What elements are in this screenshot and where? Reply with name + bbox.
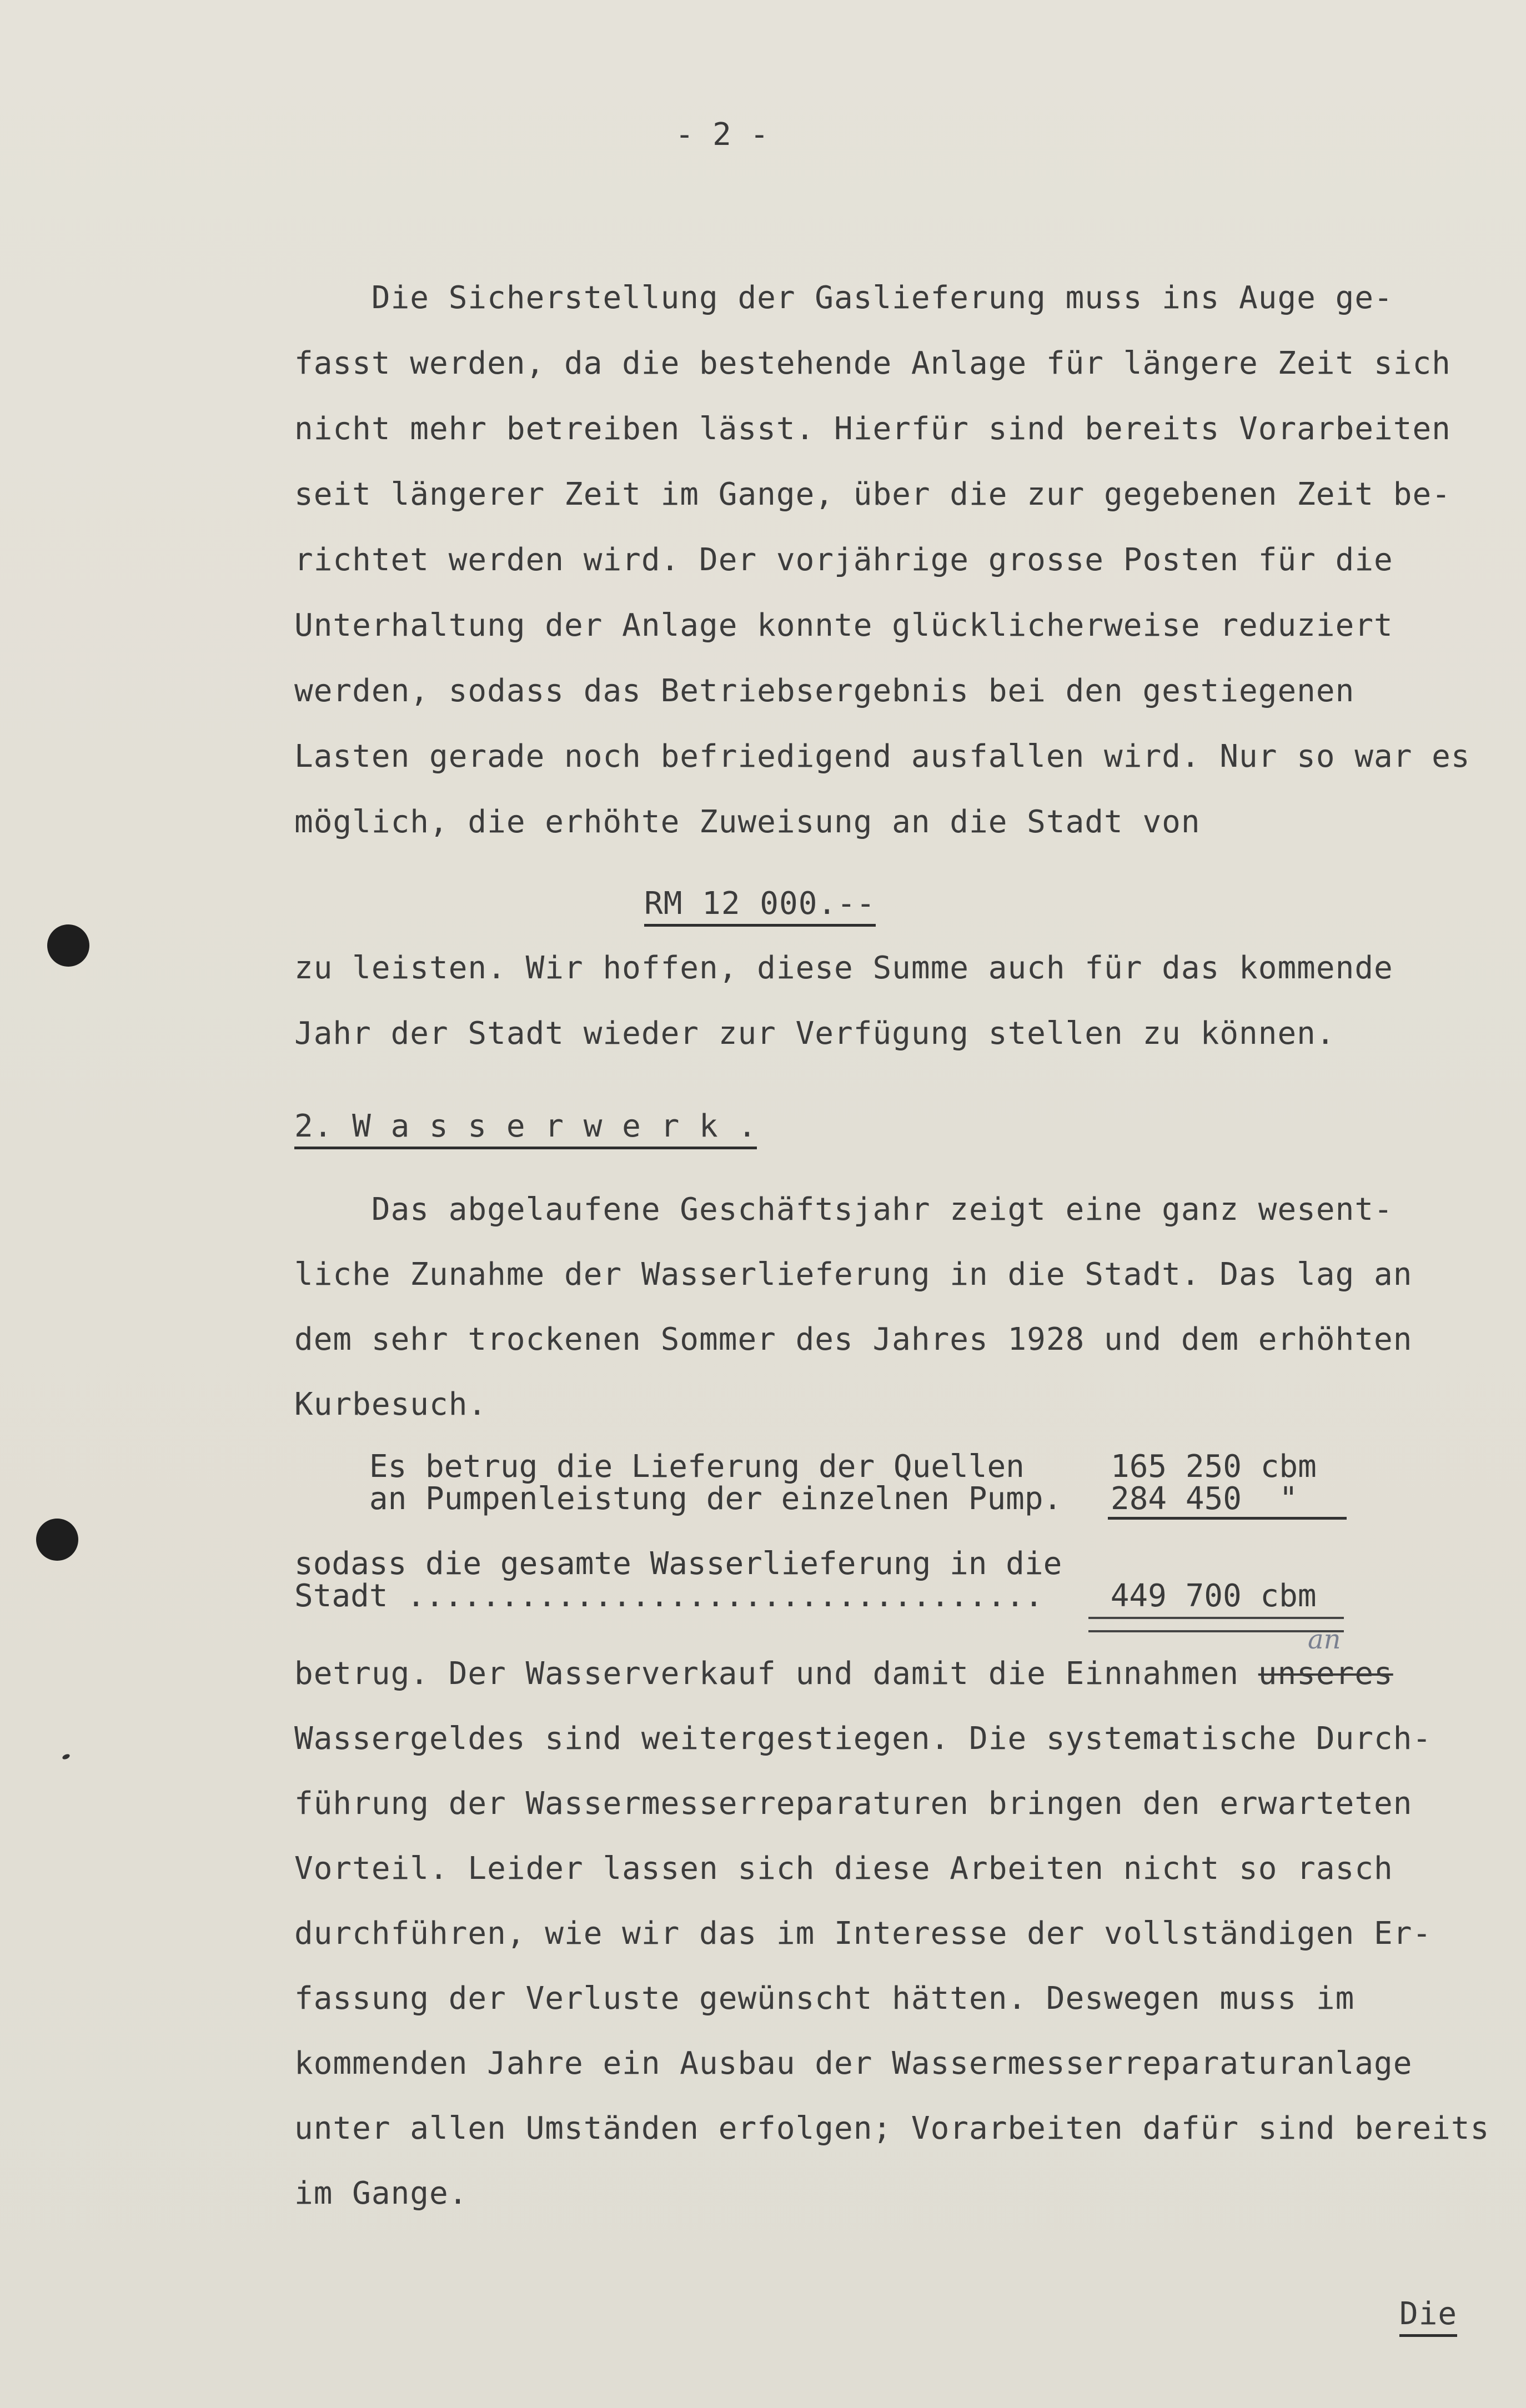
sales-line-text: betrug. Der Wasserverkauf und damit die Einnahmen	[294, 1656, 1258, 1692]
supply-value-pumps: 284 450 "	[1111, 1481, 1298, 1517]
punch-hole-top	[47, 924, 89, 967]
page-number: - 2 -	[675, 117, 769, 153]
sales-line: führung der Wassermesserreparaturen bringen den erwarteten	[294, 1786, 1413, 1822]
sales-line	[294, 1656, 1393, 1692]
section-heading-wasserwerk: 2. W a s s e r w e r k .	[294, 1109, 757, 1149]
supply-label-total-a: sodass die gesamte Wasserlieferung in die	[294, 1546, 1062, 1582]
ink-speck	[62, 1753, 71, 1760]
supply-label-springs: Es betrug die Lieferung der Quellen	[294, 1449, 1043, 1485]
water-line: Das abgelaufene Geschäftsjahr zeigt eine ganz wesent-	[294, 1192, 1393, 1228]
gas-line: werden, sodass das Betriebsergebnis bei den gestiegenen	[294, 673, 1355, 709]
sales-line: fassung der Verluste gewünscht hätten. Deswegen muss im	[294, 1980, 1355, 2017]
supply-label-pumps: an Pumpenleistung der einzelnen Pump.	[294, 1481, 1062, 1517]
gas-end-line: zu leisten. Wir hoffen, diese Summe auch für das kommende	[294, 950, 1393, 986]
gas-line: richtet werden wird. Der vorjährige grosse Posten für die	[294, 542, 1393, 578]
supply-value-total: 449 700 cbm	[1092, 1578, 1317, 1614]
gas-line: seit längerer Zeit im Gange, über die zur gegebenen Zeit be-	[294, 476, 1451, 512]
sales-line: Wassergeldes sind weitergestiegen. Die systematische Durch-	[294, 1721, 1432, 1757]
struck-word: unseres	[1258, 1656, 1393, 1692]
gas-end-line: Jahr der Stadt wieder zur Verfügung stellen zu können.	[294, 1016, 1336, 1052]
gas-line: Unterhaltung der Anlage konnte glücklicherweise reduziert	[294, 607, 1393, 644]
supply-label-total-b: Stadt ..................................	[294, 1578, 1043, 1614]
sales-line: durchführen, wie wir das im Interesse der vollständigen Er-	[294, 1916, 1432, 1952]
sales-line: im Gange.	[294, 2175, 468, 2211]
punch-hole-bottom	[36, 1519, 78, 1561]
gas-line: Die Sicherstellung der Gaslieferung muss ins Auge ge-	[294, 280, 1393, 316]
gas-amount: RM 12 000.--	[644, 886, 876, 927]
handwritten-correction: an	[1308, 1624, 1341, 1655]
sales-line: Vorteil. Leider lassen sich diese Arbeiten nicht so rasch	[294, 1851, 1393, 1887]
total-double-rule	[1088, 1617, 1344, 1632]
gas-line: nicht mehr betreiben lässt. Hierfür sind bereits Vorarbeiten	[294, 411, 1451, 447]
supply-value-springs: 165 250 cbm	[1111, 1449, 1317, 1485]
sales-line: unter allen Umständen erfolgen; Vorarbeiten dafür sind bereits	[294, 2110, 1490, 2146]
sales-line: kommenden Jahre ein Ausbau der Wassermesserreparaturanlage	[294, 2045, 1413, 2082]
water-line: liche Zunahme der Wasserlieferung in die Stadt. Das lag an	[294, 1256, 1413, 1293]
water-line: dem sehr trockenen Sommer des Jahres 1928 und dem erhöhten	[294, 1321, 1413, 1358]
gas-line: Lasten gerade noch befriedigend ausfallen wird. Nur so war es	[294, 738, 1470, 775]
gas-line: fasst werden, da die bestehende Anlage für längere Zeit sich	[294, 345, 1451, 381]
sum-rule	[1108, 1517, 1347, 1520]
gas-line: möglich, die erhöhte Zuweisung an die Stadt von	[294, 804, 1201, 840]
water-line: Kurbesuch.	[294, 1386, 488, 1422]
catchword: Die	[1399, 2296, 1457, 2337]
